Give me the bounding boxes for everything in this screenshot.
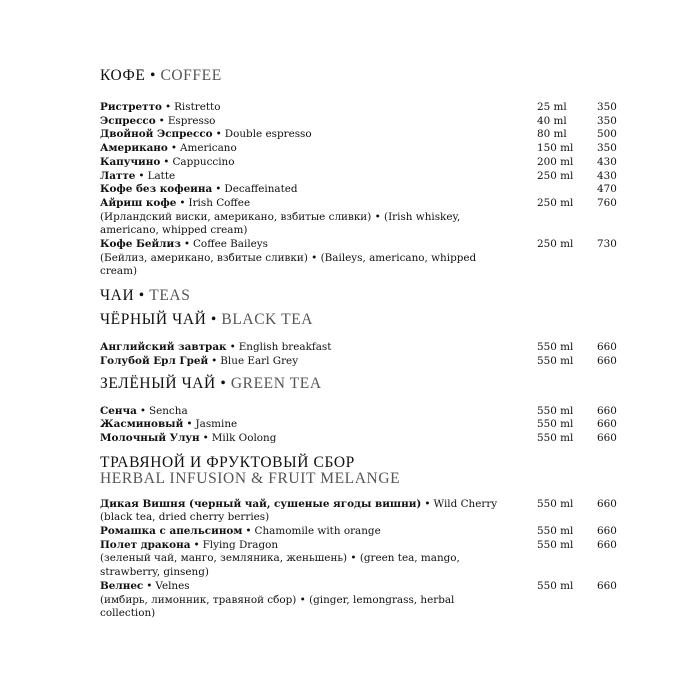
item-separator: • xyxy=(193,538,200,551)
menu-item xyxy=(100,580,620,621)
item-name-line xyxy=(100,525,512,539)
item-separator: • xyxy=(229,341,236,354)
heading-separator: • xyxy=(138,287,145,305)
coffee-list xyxy=(100,101,620,279)
item-name-en: Wild Cherry xyxy=(433,497,498,510)
item-volume: 550 ml xyxy=(537,354,574,367)
item-price: 660 xyxy=(597,538,617,551)
menu-item xyxy=(100,418,620,432)
item-price: 350 xyxy=(597,114,617,127)
heading-en: BLACK TEA xyxy=(221,311,314,329)
item-name-en: Sencha xyxy=(148,404,188,417)
black-tea-list xyxy=(100,341,620,368)
item-description: (Бейлиз, американо, взбитые сливки) • (Baileys, americano, whipped cream) xyxy=(100,251,477,278)
item-name-ru: Латте xyxy=(100,169,136,182)
item-name-ru: Капучино xyxy=(100,155,161,168)
menu-item xyxy=(100,142,620,156)
heading-ru: ЧЁРНЫЙ ЧАЙ xyxy=(100,311,207,329)
item-volume: 550 ml xyxy=(537,525,574,538)
item-name-ru: Ристретто xyxy=(100,101,162,113)
heading-separator: • xyxy=(210,311,217,329)
item-name-en: Velnes xyxy=(155,579,190,592)
item-separator: • xyxy=(183,238,190,251)
menu-item xyxy=(100,238,620,279)
menu-item xyxy=(100,101,620,115)
item-volume: 40 ml xyxy=(537,114,567,127)
item-separator: • xyxy=(146,579,153,592)
item-separator: • xyxy=(202,431,209,444)
item-price: 660 xyxy=(597,525,617,538)
item-volume: 80 ml xyxy=(537,128,567,141)
item-name-en: Jasmine xyxy=(195,418,238,431)
item-volume: 550 ml xyxy=(537,538,574,551)
item-separator: • xyxy=(215,128,222,141)
item-name-en: Latte xyxy=(147,169,176,182)
heading-en: GREEN TEA xyxy=(230,374,322,392)
heading-separator: • xyxy=(220,374,227,392)
item-price: 430 xyxy=(597,169,617,182)
item-name-en: Irish Coffee xyxy=(188,196,251,209)
heading-ru: КОФЕ xyxy=(100,67,146,84)
item-price: 430 xyxy=(597,155,617,168)
item-separator: • xyxy=(163,155,170,168)
item-price: 470 xyxy=(597,183,617,196)
item-description: (black tea, dried cherry berries) xyxy=(100,511,270,524)
item-name-ru: Полет дракона xyxy=(100,538,191,551)
item-name-en: Flying Dragon xyxy=(202,538,279,551)
item-name-en: Ristretto xyxy=(174,101,221,113)
item-name-en: Espresso xyxy=(167,114,216,127)
item-name-line xyxy=(100,170,512,184)
item-name-ru: Молочный Улун xyxy=(100,431,200,444)
item-name-ru: Английский завтрак xyxy=(100,341,227,354)
item-separator: • xyxy=(158,114,165,127)
item-name-line xyxy=(100,432,512,446)
item-name-line xyxy=(100,197,512,211)
menu-item xyxy=(100,539,620,580)
item-price: 660 xyxy=(597,354,617,367)
item-name-ru: Американо xyxy=(100,142,168,155)
heading-en: HERBAL INFUSION & FRUIT MELANGE xyxy=(100,469,401,487)
menu-item xyxy=(100,355,620,369)
item-name-ru: Кофе без кофеина xyxy=(100,183,213,196)
item-price: 660 xyxy=(597,497,617,510)
item-price: 660 xyxy=(597,341,617,354)
item-name-en: Cappuccino xyxy=(172,155,235,168)
item-price: 660 xyxy=(597,404,617,417)
item-price: 660 xyxy=(597,579,617,592)
menu-item xyxy=(100,525,620,539)
item-separator: • xyxy=(211,354,218,367)
item-description: (Ирландский виски, американо, взбитые сливки) • (Irish whiskey, americano, whipped cream) xyxy=(100,210,461,237)
item-volume: 150 ml xyxy=(537,142,574,155)
item-separator: • xyxy=(170,142,177,155)
menu-item xyxy=(100,405,620,419)
item-separator: • xyxy=(164,101,172,113)
item-name-line xyxy=(100,142,512,156)
item-name-en: Blue Earl Grey xyxy=(220,354,299,367)
menu-item xyxy=(100,197,620,238)
item-name-line xyxy=(100,128,512,142)
item-separator: • xyxy=(179,196,186,209)
item-price: 350 xyxy=(597,142,617,155)
item-volume: 200 ml xyxy=(537,155,574,168)
item-name-ru: Сенча xyxy=(100,404,137,417)
section-heading-coffee xyxy=(100,67,620,85)
item-description: (имбирь, лимонник, травяной сбор) • (ginger, lemongrass, herbal collection) xyxy=(100,593,455,620)
item-name-ru: Велнес xyxy=(100,579,144,592)
item-name-line xyxy=(100,341,512,355)
item-name-ru: Ромашка с апельсином xyxy=(100,525,243,538)
menu-item xyxy=(100,156,620,170)
item-separator: • xyxy=(424,497,431,510)
menu-item xyxy=(100,183,620,197)
item-name-line xyxy=(100,405,512,419)
menu-item xyxy=(100,170,620,184)
item-name-line xyxy=(100,539,512,553)
item-volume: 550 ml xyxy=(537,418,574,431)
item-price: 500 xyxy=(597,128,617,141)
heading-ru: ЧАИ xyxy=(100,287,135,305)
item-name-en: Chamomile with orange xyxy=(254,525,381,538)
item-name-line xyxy=(100,580,512,594)
section-heading-teas xyxy=(100,287,620,305)
item-name-ru: Двойной Эспрессо xyxy=(100,128,213,141)
item-description: (зеленый чай, манго, земляника, женьшень) • (green tea, mango, strawberry, ginseng) xyxy=(100,552,460,579)
item-separator: • xyxy=(186,418,193,431)
item-volume: 550 ml xyxy=(537,431,574,444)
menu-page xyxy=(100,67,620,621)
green-tea-list xyxy=(100,405,620,446)
item-name-ru: Голубой Ерл Грей xyxy=(100,354,209,367)
item-price: 660 xyxy=(597,418,617,431)
item-name-line xyxy=(100,183,512,197)
heading-ru: ТРАВЯНОЙ И ФРУКТОВЫЙ СБОР xyxy=(100,453,355,471)
item-volume: 250 ml xyxy=(537,196,574,209)
section-heading-green-tea xyxy=(100,375,620,393)
item-separator: • xyxy=(245,525,252,538)
menu-item xyxy=(100,128,620,142)
menu-item xyxy=(100,115,620,129)
item-name-en: Decaffeinated xyxy=(224,183,298,196)
item-name-ru: Эспрессо xyxy=(100,114,156,127)
item-separator: • xyxy=(215,183,222,196)
item-price: 350 xyxy=(597,101,617,113)
section-heading-black-tea xyxy=(100,311,620,329)
item-volume: 550 ml xyxy=(537,497,574,510)
menu-item xyxy=(100,432,620,446)
item-name-ru: Кофе Бейлиз xyxy=(100,238,181,251)
heading-separator: • xyxy=(149,67,156,84)
menu-item xyxy=(100,498,620,525)
section-heading-herbal xyxy=(100,454,620,486)
item-price: 730 xyxy=(597,238,617,251)
item-volume: 550 ml xyxy=(537,579,574,592)
item-volume: 25 ml xyxy=(537,101,567,113)
item-separator: • xyxy=(138,169,145,182)
heading-en: COFFEE xyxy=(160,67,222,84)
item-name-line xyxy=(100,115,512,129)
item-name-ru: Айриш кофе xyxy=(100,196,177,209)
item-name-ru: Дикая Вишня (черный чай, сушеные ягоды вишни) xyxy=(100,497,422,510)
item-name-en: Americano xyxy=(179,142,237,155)
item-name-line xyxy=(100,418,512,432)
menu-item xyxy=(100,341,620,355)
item-name-line xyxy=(100,156,512,170)
item-volume: 250 ml xyxy=(537,238,574,251)
item-name-en: English breakfast xyxy=(238,341,332,354)
item-name-en: Coffee Baileys xyxy=(192,238,269,251)
herbal-list xyxy=(100,498,620,621)
heading-ru: ЗЕЛЁНЫЙ ЧАЙ xyxy=(100,374,216,392)
item-price: 760 xyxy=(597,196,617,209)
item-name-line xyxy=(100,101,512,115)
item-volume: 550 ml xyxy=(537,404,574,417)
item-price: 660 xyxy=(597,431,617,444)
item-name-en: Double espresso xyxy=(224,128,312,141)
item-volume: 250 ml xyxy=(537,169,574,182)
item-separator: • xyxy=(139,404,146,417)
item-name-ru: Жасминовый xyxy=(100,418,184,431)
item-volume: 550 ml xyxy=(537,341,574,354)
item-name-en: Milk Oolong xyxy=(211,431,277,444)
item-name-line xyxy=(100,355,512,369)
item-name-line xyxy=(100,498,512,512)
item-name-line xyxy=(100,238,512,252)
heading-en: TEAS xyxy=(149,287,191,305)
